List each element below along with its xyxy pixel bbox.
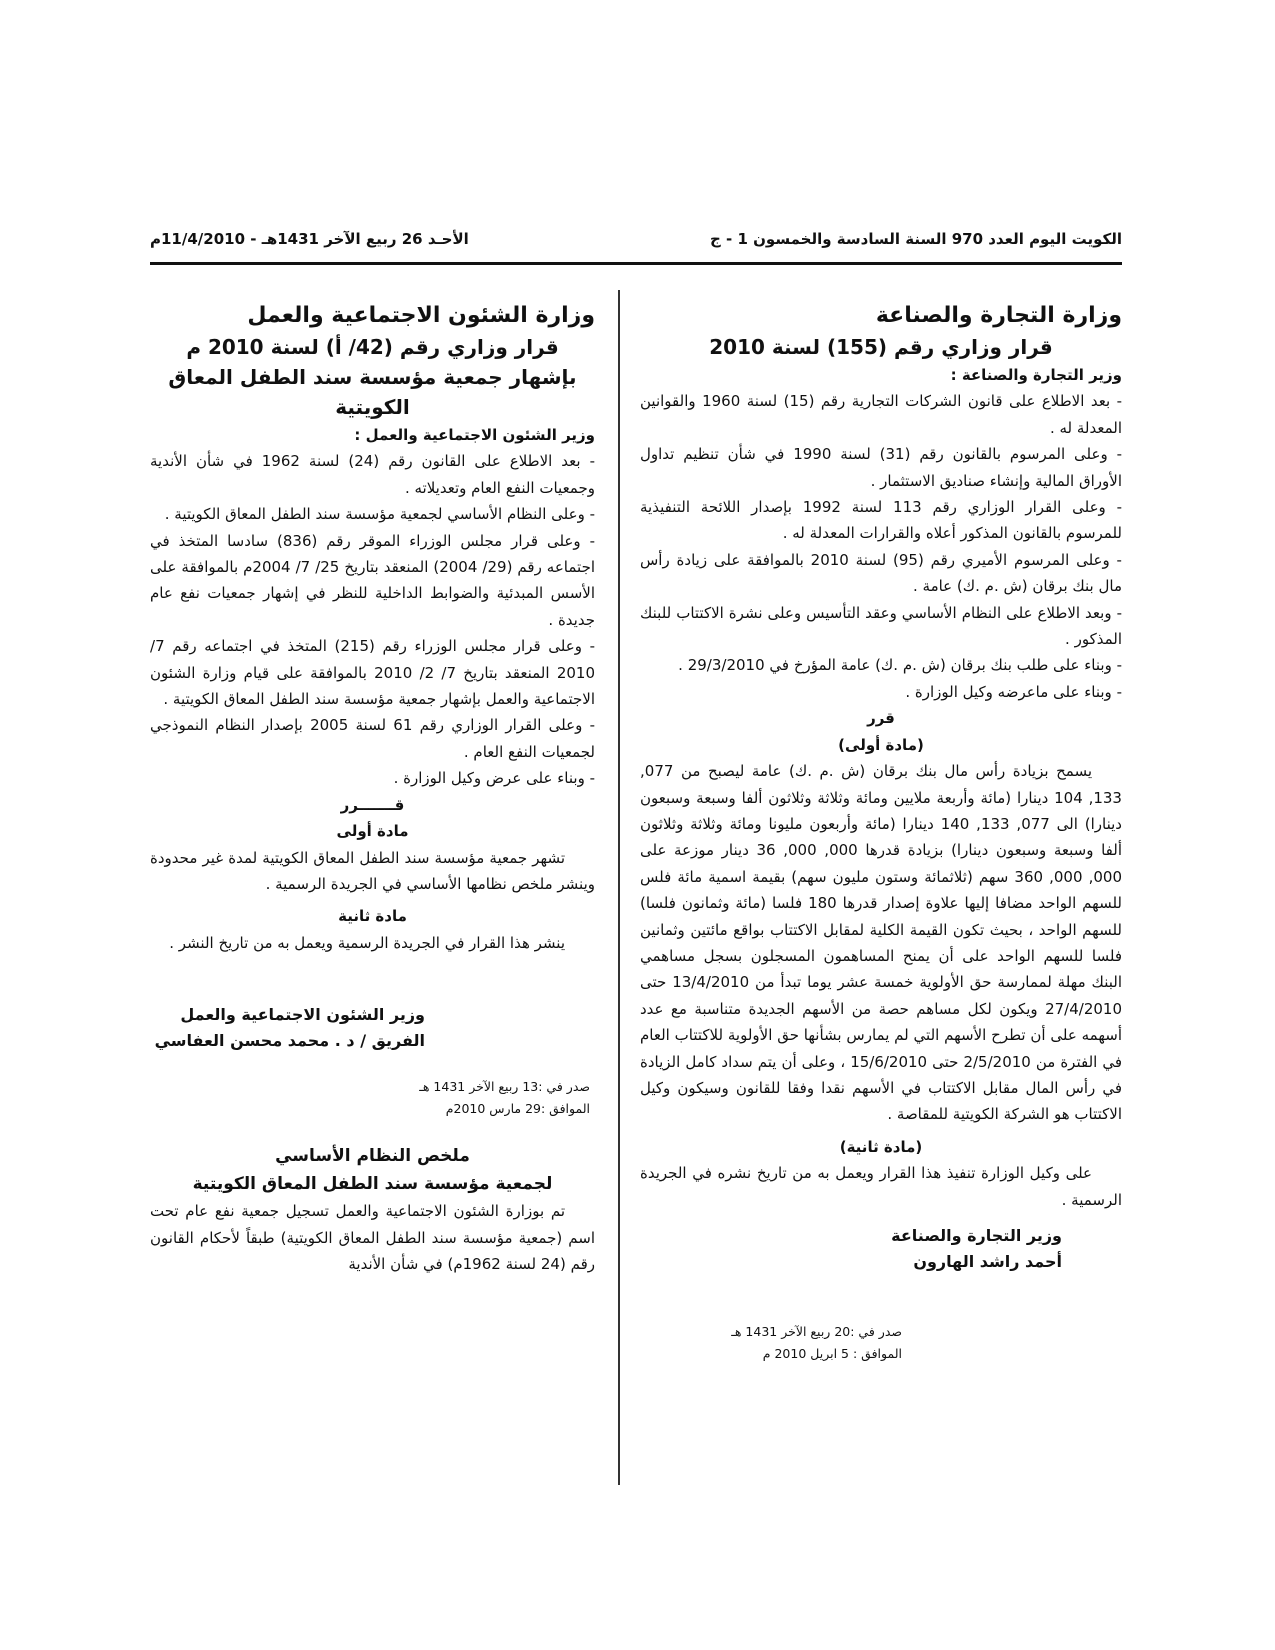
page-header	[150, 226, 1122, 256]
signature-title: وزير الشئون الاجتماعية والعمل	[180, 1005, 425, 1025]
issued-date-gregorian: الموافق : 5 ابريل 2010 م	[762, 1346, 902, 1361]
minister-line: وزير الشئون الاجتماعية والعمل :	[354, 426, 595, 444]
article-2-text: ينشر هذا القرار في الجريدة الرسمية ويعمل به من تاريخ النشر .	[169, 933, 565, 952]
summary-text: تم بوزارة الشئون الاجتماعية والعمل تسجيل جمعية نفع عام تحت اسم (جمعية مؤسسة سند الطفل المعاق الكويتية) طبقاً لأحكام القانون رقم (24 لسنة 1962م) في شأن الأندية	[150, 1202, 595, 1273]
signature-title: وزير التجارة والصناعة	[891, 1226, 1062, 1245]
issued-date-hijri: صدر في :13 ربيع الآخر 1431 هـ	[419, 1079, 590, 1095]
article-1-heading: مادة أولى	[336, 822, 409, 841]
recital: - وبناء على عرض وكيل الوزارة .	[393, 769, 595, 788]
recital: - وعلى القرار الوزاري رقم 113 لسنة 1992 بإصدار اللائحة التنفيذية للمرسوم بالقانون المذكور أعلاه والقرارات المعدلة له .	[640, 498, 1122, 543]
article-2-text: على وكيل الوزارة تنفيذ هذا القرار ويعمل به من تاريخ نشره في الجريدة الرسمية .	[640, 1164, 1122, 1209]
summary-subtitle: لجمعية مؤسسة سند الطفل المعاق الكويتية	[192, 1174, 553, 1195]
left-column	[150, 300, 595, 1277]
signature-name: أحمد راشد الهارون	[913, 1252, 1062, 1271]
article-2-heading: (مادة ثانية)	[839, 1137, 923, 1156]
recital: - وعلى قرار مجلس الوزراء الموقر رقم (836) سادسا المتخذ في اجتماعه رقم (29/ 2004) المنعقد بتاريخ 25/ 7/ 2004م بالموافقة على الأسس المبدئية والضوابط الداخلية للنظر في إشهار جمعيات نفع عام جديدة .	[150, 531, 596, 629]
recital: - وعلى القرار الوزاري رقم 61 لسنة 2005 بإصدار النظام النموذجي لجمعيات النفع العام .	[150, 716, 595, 761]
recital: - وبناء على ماعرضه وكيل الوزارة .	[905, 682, 1122, 701]
issued-date-hijri: صدر في :20 ربيع الآخر 1431 هـ	[731, 1324, 902, 1339]
recital: - وعلى قرار مجلس الوزراء رقم (215) المتخذ في اجتماعه رقم 7/ 2010 المنعقد بتاريخ 7/ 2/ 2010 بالموافقة على قيام وزارة الشئون الاجتماعية والعمل بإشهار جمعية مؤسسة سند الطفل المعاق الكويتية .	[150, 637, 595, 709]
recital: - وعلى المرسوم بالقانون رقم (31) لسنة 1990 في شأن تنظيم تداول الأوراق المالية وإنشاء صناديق الاستثمار .	[640, 445, 1122, 490]
decided-heading: قـــــــرر	[340, 795, 405, 814]
recital: - وبعد الاطلاع على النظام الأساسي وعقد التأسيس وعلى نشرة الاكتتاب للبنك المذكور .	[640, 603, 1122, 649]
header-rule	[150, 262, 1122, 265]
decided-heading: قرر	[867, 709, 895, 728]
article-2-heading: مادة ثانية	[338, 907, 407, 926]
recital: - وعلى النظام الأساسي لجمعية مؤسسة سند الطفل المعاق الكويتية .	[164, 505, 595, 524]
recital: - بعد الاطلاع على القانون رقم (24) لسنة 1962 في شأن الأندية وجمعيات النفع العام وتعديلاته .	[150, 452, 595, 497]
summary-title: ملخص النظام الأساسي	[275, 1146, 470, 1167]
header-date: الأحـد 26 ربيع الآخر 1431هـ - 11/4/2010م	[150, 230, 469, 248]
decision-subject: بإشهار جمعية مؤسسة سند الطفل المعاق الكويتية	[168, 365, 577, 419]
recital: - بعد الاطلاع على قانون الشركات التجارية رقم (15) لسنة 1960 والقوانين المعدلة له .	[640, 392, 1122, 437]
article-1-text: تشهر جمعية مؤسسة سند الطفل المعاق الكويتية لمدة غير محدودة وينشر ملخص نظامها الأساسي في الجريدة الرسمية .	[150, 848, 595, 893]
article-1-heading: (مادة أولى)	[838, 735, 924, 754]
signature-name: الفريق / د . محمد محسن العفاسي	[154, 1031, 425, 1051]
ministry-title: وزارة الشئون الاجتماعية والعمل	[247, 303, 595, 328]
article-1-text: يسمح بزيادة رأس مال بنك برقان (ش .م .ك) عامة ليصبح من 077, 133, 104 دينارا (مائة وأربعة ملايين ومائة وثلاثة وثلاثون ألفا وسبعة وسبعون دينارا) الى 077, 133, 140 دينارا (مائة وأربعون مليونا ومائة وثلاثة وثلاثون ألفا وسبعة وسبعون دينارا) بزيادة قدرها 000, 000, 36 دينار موزعة على 000, 000, 360 سهم (ثلاثمائة وستون مليون سهم) بقيمة اسمية مائة فلس للسهم الواحد مضافا إليها علاوة إصدار قدرها 180 فلسا (مائة وثمانون فلسا) للسهم الواحد ، بحيث تكون القيمة الكلية لمقابل الاكتتاب بواقع مائتين وثمانين فلسا للسهم الواحد على أن يمنح المساهمون المسجلون بسجل مساهمي البنك مهلة لممارسة حق الأولوية خمسة عشر يوما تبدأ من 13/4/2010 حتى 27/4/2010 ويكون لكل مساهم حصة من الأسهم الجديدة متناسبة مع عدد أسهمه على أن تطرح الأسهم التي لم يمارس بشأنها حق الأولوية للاكتتاب العام في الفترة من 2/5/2010 حتى 15/6/2010 ، وعلى أن يتم سداد كامل الزيادة في رأس المال مقابل الاكتتاب في الأسهم نقدا وفقا للقانون وسيكون وكيل الاكتتاب هو الشركة الكويتية للمقاصة .	[640, 762, 1123, 1124]
decision-title: قرار وزاري رقم (42/ أ) لسنة 2010 م	[186, 335, 559, 359]
ministry-title: وزارة التجارة والصناعة	[875, 303, 1122, 328]
minister-line: وزير التجارة والصناعة :	[950, 366, 1122, 384]
recital: - وبناء على طلب بنك برقان (ش .م .ك) عامة المؤرخ في 29/3/2010 .	[678, 656, 1122, 675]
issued-date-gregorian: الموافق :29 مارس 2010م	[445, 1101, 590, 1117]
decision-title: قرار وزاري رقم (155) لسنة 2010	[709, 335, 1053, 359]
right-column	[640, 300, 1122, 1365]
recital: - وعلى المرسوم الأميري رقم (95) لسنة 2010 بالموافقة على زيادة رأس مال بنك برقان (ش .م .ك) عامة .	[640, 550, 1122, 596]
column-divider	[618, 290, 620, 1485]
header-issue-info: الكويت اليوم العدد 970 السنة السادسة والخمسون 1 - ج	[709, 230, 1122, 248]
